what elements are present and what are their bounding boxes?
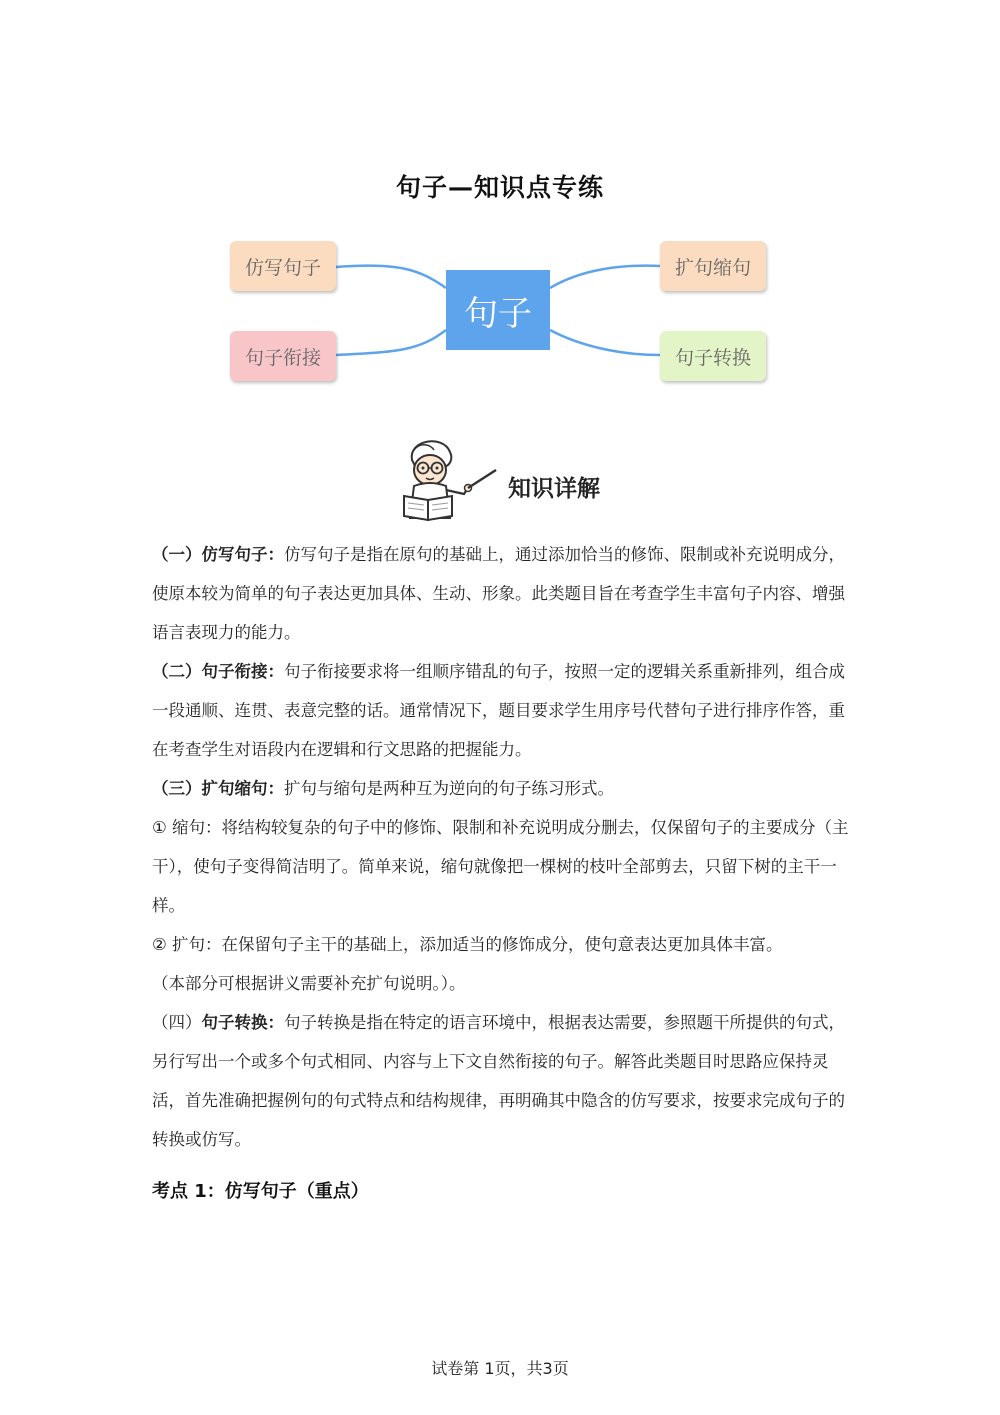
node-fangxie: 仿写句子 <box>230 241 336 291</box>
page-footer: 试卷第 1页，共3页 <box>431 1359 569 1378</box>
paragraph-suoju: ① 缩句：将结构较复杂的句子中的修饰、限制和补充说明成分删去，仅保留句子的主要成分（主干），使句子变得简洁明了。简单来说，缩句就像把一棵树的枝叶全部剪去，只留下树的主干一样。 <box>152 818 849 915</box>
connector-top-left <box>336 266 446 288</box>
connector-bottom-right <box>550 330 660 355</box>
paragraph-text: 句子衔接要求将一组顺序错乱的句子，按照一定的逻辑关系重新排列，组合成一段通顺、连贯、表意完整的话。通常情况下，题目要求学生用序号代替句子进行排序作答，重在考查学生对语段内在逻辑和行文思路的把握能力。 <box>152 662 845 759</box>
connector-bottom-left <box>336 330 446 355</box>
paragraph-note: （本部分可根据讲义需要补充扩句说明。）。 <box>152 974 466 993</box>
teacher-with-pointer-icon <box>398 430 508 525</box>
paragraph-zhuanhuan <box>152 1003 852 1159</box>
paragraph-label: （一）仿写句子： <box>152 545 284 564</box>
paragraph-label: （二）句子衔接： <box>152 662 284 681</box>
mind-map <box>0 0 1000 420</box>
knowledge-content <box>152 535 852 1159</box>
node-zhuanhuan: 句子转换 <box>660 331 766 381</box>
node-center: 句子 <box>446 270 550 350</box>
paragraph-label: 句子转换： <box>201 1013 284 1032</box>
paragraph-kuoju-suoju <box>152 769 852 808</box>
node-xianjie: 句子衔接 <box>230 331 336 381</box>
page-title: 句子—知识点专练 <box>395 173 604 202</box>
paragraph-fangxie <box>152 535 852 652</box>
kaodian-heading: 考点 1：仿写句子（重点） <box>152 1181 369 1202</box>
connector-top-right <box>550 266 660 288</box>
node-kuoju-suoju: 扩句缩句 <box>660 241 766 291</box>
section-heading: 知识详解 <box>508 475 600 502</box>
mind-map-connectors <box>0 0 1000 420</box>
paragraph-prefix: （四） <box>152 1013 202 1032</box>
paragraph-text: 句子转换是指在特定的语言环境中，根据表达需要，参照题干所提供的句式，另行写出一个或多个句式相同、内容与上下文自然衔接的句子。解答此类题目时思路应保持灵活，首先准确把握例句的句式特点和结构规律，再明确其中隐含的仿写要求，按要求完成句子的转换或仿写。 <box>152 1013 845 1149</box>
paragraph-xianjie <box>152 652 852 769</box>
paragraph-label: （三）扩句缩句： <box>152 779 284 798</box>
paragraph-kuoju: ② 扩句：在保留句子主干的基础上，添加适当的修饰成分，使句意表达更加具体丰富。 <box>152 935 783 954</box>
paragraph-text: 仿写句子是指在原句的基础上，通过添加恰当的修饰、限制或补充说明成分，使原本较为简单的句子表达更加具体、生动、形象。此类题目旨在考查学生丰富句子内容、增强语言表现力的能力。 <box>152 545 845 642</box>
paragraph-text: 扩句与缩句是两种互为逆向的句子练习形式。 <box>284 779 614 798</box>
